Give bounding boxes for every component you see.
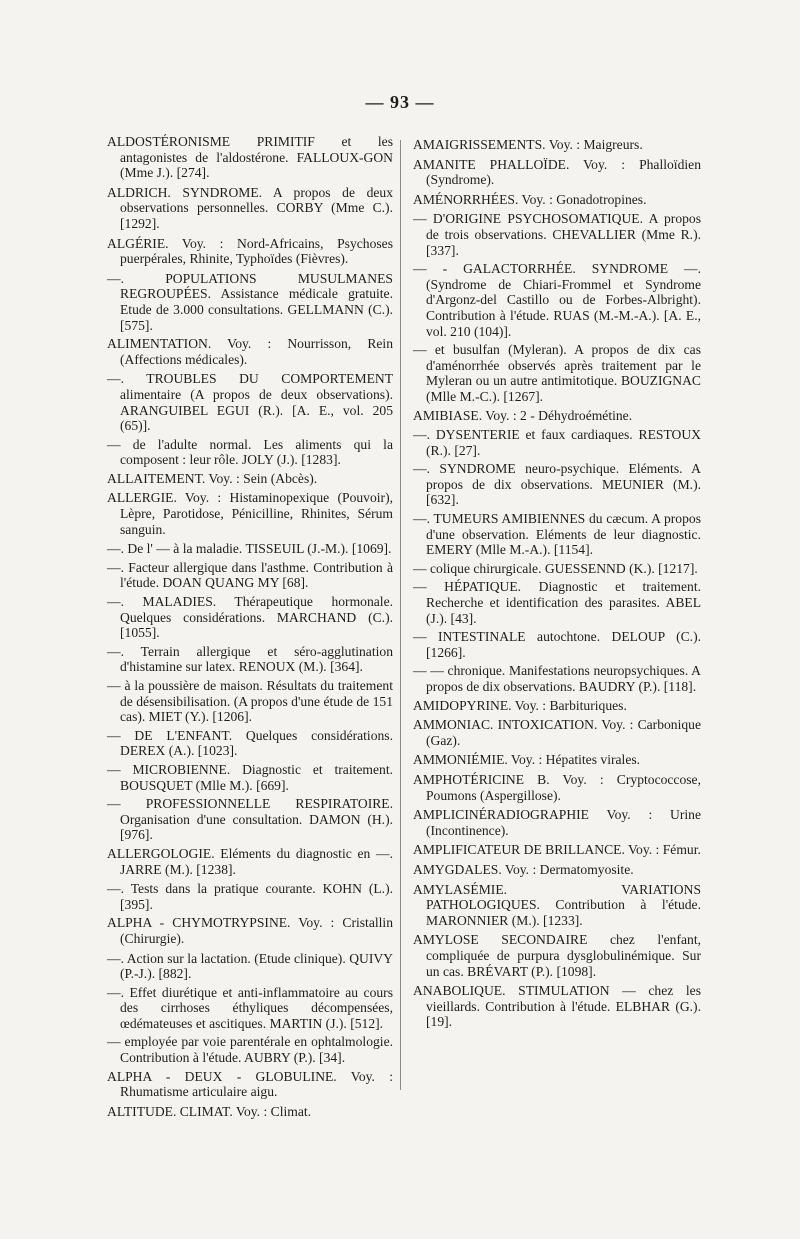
index-entry: —. De l' — à la maladie. TISSEUIL (J.-M.). [1069]. — [107, 541, 392, 557]
index-entry: —. Facteur allergique dans l'asthme. Contribution à l'étude. DOAN QUANG MY [68]. — [107, 559, 393, 591]
left-column — [107, 134, 393, 1123]
index-entry: ALLERGOLOGIE. Eléments du diagnostic en —. JARRE (M.). [1238]. — [107, 845, 393, 877]
index-entry: — INTESTINALE autochtone. DELOUP (C.). [1266]. — [413, 629, 701, 660]
index-entry: AMMONIAC. INTOXICATION. Voy. : Carbonique (Gaz). — [413, 717, 701, 748]
index-entry: AMPLICINÉRADIOGRAPHIE Voy. : Urine (Incontinence). — [413, 807, 701, 838]
index-entry: ALLERGIE. Voy. : Histaminopexique (Pouvoir), Lèpre, Parotidose, Pénicilline, Rhinites, Sérum sanguin. — [107, 490, 393, 537]
index-entry: ALGÉRIE. Voy. : Nord-Africains, Psychoses puerpérales, Rhinite, Typhoïdes (Fièvres). — [107, 235, 393, 267]
index-entry: AMYGDALES. Voy. : Dermatomyosite. — [413, 861, 634, 877]
index-entry: AMANITE PHALLOÏDE. Voy. : Phalloïdien (Syndrome). — [413, 156, 701, 188]
index-entry: —. SYNDROME neuro-psychique. Eléments. A propos de dix observations. MEUNIER (M.). [632]. — [413, 461, 701, 508]
index-entry: —. Effet diurétique et anti-inflammatoire au cours des cirrhoses éthyliques décompensées, œdémateuses et ascitiques. MARTIN (J.). [512]. — [107, 984, 393, 1031]
index-entry: ALDOSTÉRONISME PRIMITIF et les antagonistes de l'aldostérone. FALLOUX-GON (Mme J.). [274]. — [107, 134, 393, 181]
index-entry: — — chronique. Manifestations neuropsychiques. A propos de dix observations. BAUDRY (P.). [118]. — [413, 663, 701, 694]
index-entry: — employée par voie parentérale en ophtalmologie. Contribution à l'étude. AUBRY (P.). [34]. — [107, 1034, 393, 1066]
index-entry: AMPHOTÉRICINE B. Voy. : Cryptococcose, Poumons (Aspergillose). — [413, 771, 701, 803]
index-entry: ALLAITEMENT. Voy. : Sein (Abcès). — [107, 470, 318, 486]
column-divider — [400, 140, 401, 1090]
index-entry: — et busulfan (Myleran). A propos de dix cas d'aménorrhée observés après traitement par le Myleran ou un autre antimitotique. BOUZIGNAC (Mlle M.-C.). [1267]. — [413, 342, 701, 404]
index-entry: — MICROBIENNE. Diagnostic et traitement. BOUSQUET (Mlle M.). [669]. — [107, 761, 393, 793]
index-entry: —. Tests dans la pratique courante. KOHN (L.). [395]. — [107, 881, 393, 912]
index-entry: AMMONIÉMIE. Voy. : Hépatites virales. — [413, 752, 641, 768]
right-column — [413, 137, 701, 1034]
index-entry: ALDRICH. SYNDROME. A propos de deux observations personnelles. CORBY (Mme C.). [1292]. — [107, 184, 393, 231]
index-entry: —. MALADIES. Thérapeutique hormonale. Quelques considérations. MARCHAND (C.). [1055]. — [107, 594, 393, 641]
index-entry: —. TROUBLES DU COMPORTEMENT alimentaire (A propos de deux observations). ARANGUIBEL EGUI (R.). [A. E., vol. 205 (65)]. — [107, 371, 393, 434]
index-entry: — - GALACTORRHÉE. SYNDROME —. (Syndrome de Chiari-Frommel et Syndrome d'Argonz-del Castillo ou de Forbes-Albright). Contribution à l'étude. RUAS (M.-M.-A.). [A. E., vol. 210 (104)]. — [413, 261, 701, 339]
index-entry: ALIMENTATION. Voy. : Nourrisson, Rein (Affections médicales). — [107, 336, 393, 367]
index-entry: —. Terrain allergique et séro-agglutination d'histamine sur latex. RENOUX (M.). [364]. — [107, 643, 393, 675]
index-entry: — PROFESSIONNELLE RESPIRATOIRE. Organisation d'une consultation. DAMON (H.). [976]. — [107, 796, 393, 843]
index-entry: ALPHA - CHYMOTRYPSINE. Voy. : Cristallin (Chirurgie). — [107, 915, 393, 946]
index-entry: ALTITUDE. CLIMAT. Voy. : Climat. — [107, 1103, 312, 1119]
index-entry: ANABOLIQUE. STIMULATION — chez les vieillards. Contribution à l'étude. ELBHAR (G.). [19]. — [413, 983, 701, 1030]
index-entry: — de l'adulte normal. Les aliments qui la composent : leur rôle. JOLY (J.). [1283]. — [107, 436, 393, 468]
index-entry: ALPHA - DEUX - GLOBULINE. Voy. : Rhumatisme articulaire aigu. — [107, 1068, 393, 1100]
index-entry: AMIBIASE. Voy. : 2 - Déhydroémétine. — [413, 407, 633, 423]
index-entry: AMYLOSE SECONDAIRE chez l'enfant, compliquée de purpura dysglobulinémique. Sur un cas. BRÉVART (P.). [1098]. — [413, 932, 701, 979]
index-entry: AMAIGRISSEMENTS. Voy. : Maigreurs. — [413, 137, 643, 152]
index-entry: —. Action sur la lactation. (Etude clinique). QUIVY (P.-J.). [882]. — [107, 950, 393, 982]
index-entry: AMPLIFICATEUR DE BRILLANCE. Voy. : Fémur. — [413, 842, 701, 858]
index-entry: AMYLASÉMIE. VARIATIONS PATHOLOGIQUES. Contribution à l'étude. MARONNIER (M.). [1233]. — [413, 881, 701, 928]
index-entry: —. POPULATIONS MUSULMANES REGROUPÉES. Assistance médicale gratuite. Etude de 3.000 consultations. GELLMANN (C.). [575]. — [107, 270, 393, 333]
index-entry: — à la poussière de maison. Résultats du traitement de désensibilisation. (A propos d'une étude de 151 cas). MIET (Y.). [1206]. — [107, 678, 393, 725]
index-entry: —. TUMEURS AMIBIENNES du cæcum. A propos d'une observation. Eléments de leur diagnostic. EMERY (Mlle M.-A.). [1154]. — [413, 511, 701, 558]
index-entry: —. DYSENTERIE et faux cardiaques. RESTOUX (R.). [27]. — [413, 427, 701, 458]
index-entry: — D'ORIGINE PSYCHOSOMATIQUE. A propos de trois observations. CHEVALLIER (Mme R.). [337]. — [413, 211, 701, 258]
index-entry: — colique chirurgicale. GUESSENND (K.). [1217]. — [413, 560, 698, 576]
index-entry: — DE L'ENFANT. Quelques considérations. DEREX (A.). [1023]. — [107, 727, 393, 759]
page-number: — 93 — — [365, 92, 435, 112]
index-entry: AMÉNORRHÉES. Voy. : Gonadotropines. — [413, 191, 647, 207]
index-entry: AMIDOPYRINE. Voy. : Barbituriques. — [413, 697, 627, 713]
index-entry: — HÉPATIQUE. Diagnostic et traitement. Recherche et identification des parasites. ABEL (J.). [43]. — [413, 579, 701, 626]
